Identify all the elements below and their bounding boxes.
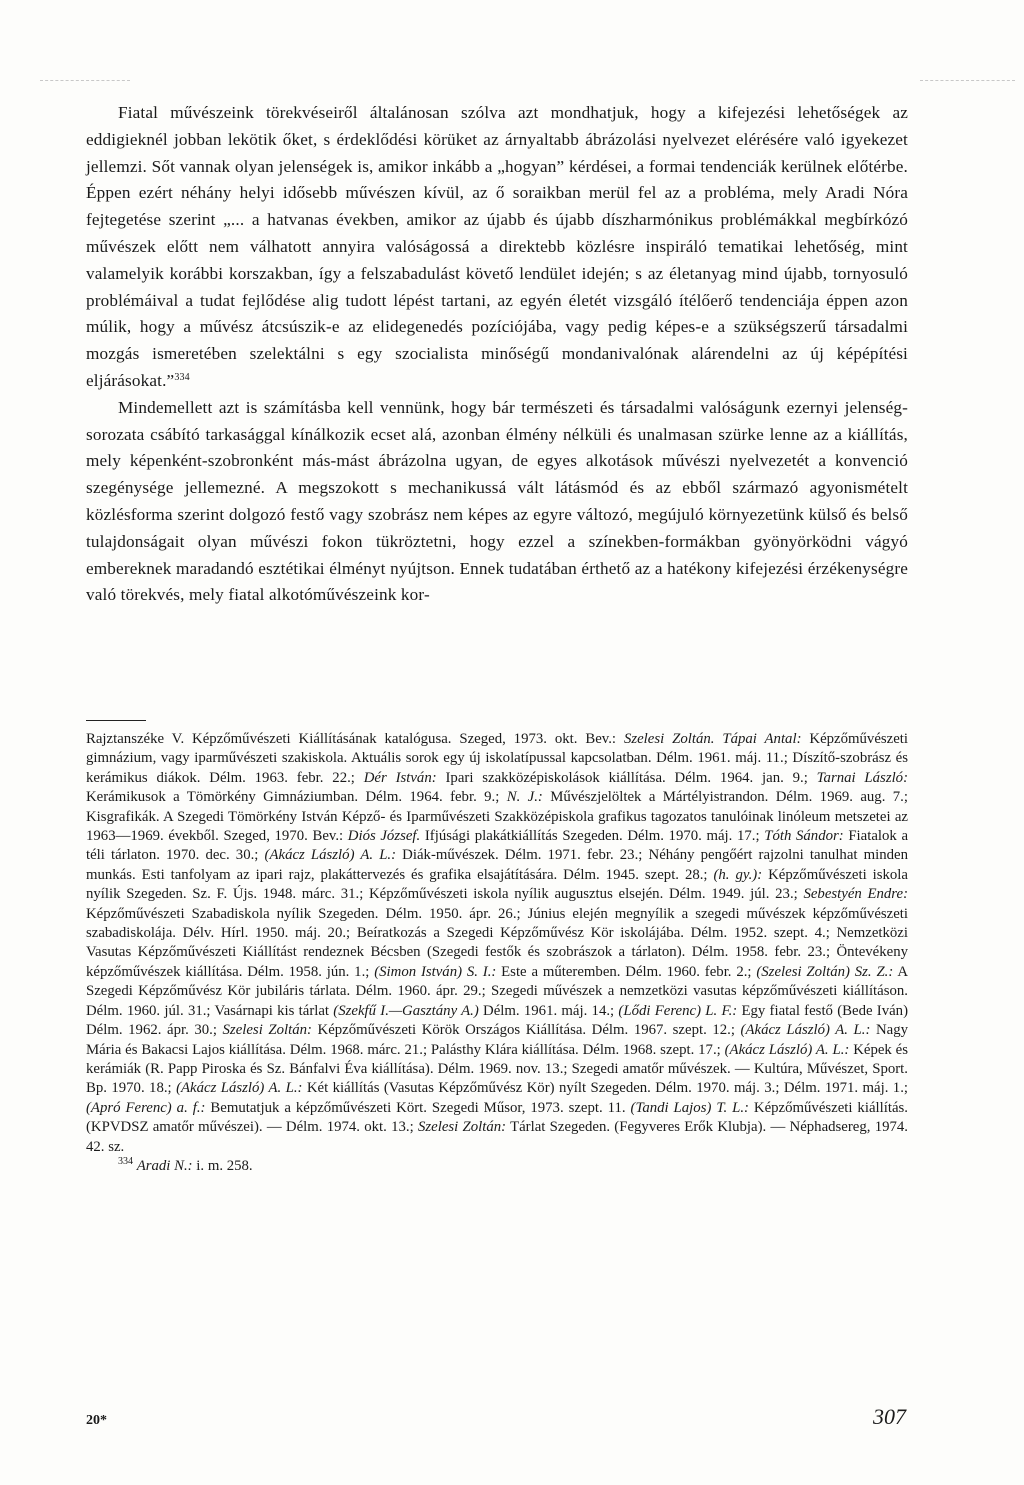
footnote-author-name: (Szekfű I.—Gasztány A.)	[333, 1002, 479, 1019]
footnote-author-name: Szelesi Zoltán. Tápai Antal:	[623, 731, 802, 747]
footnote-text-run: Képzőművészeti iskola nyílik Szegeden. Sz. F. Újs. 1948. márc. 31.; Képzőművészeti iskola nyílik augusztus elsején. Délm. 1949. júl. 23.;	[86, 866, 908, 903]
footnote-text-run: Képzőművészeti kiállítás. (KPVDSZ amatőr művészei). — Délm. 1974. okt. 13.;	[86, 1099, 908, 1136]
paragraph-2: Mindemellett azt is számításba kell vennünk, hogy bár természeti és társadalmi valóságunk ezernyi jelenség-sorozata csábító tarkasággal kínálkozik ecset alá, azonban élmény nélküli és unalmasan szürke lenne az a kiállítás, mely képenként-szobronként más-mást ábrázolna ugyan, de egyes alkotások művészi nyelvezetét a konvenció szegénysége jellemezné. A megszokott s mechanikussá vált látásmód és az ebből származó agyonismételt közlésforma szerint dolgozó festő vagy szobrász nem képes az egyre változó, megújuló környezetünk külső és belső tulajdonságait olyan művészi fokon tükröztetni, hogy ezzel a színekben-formákban gyönyörködni vágyó embereknek maradandó esztétikai élményt nyújtson. Ennek tudatában érthető az a hatékony kifejezési érzékenységre való törekvés, mely fiatal alkotóművészeink kor-	[86, 397, 908, 605]
footnote-text-run: Délm. 1961. máj. 14.;	[478, 1002, 619, 1019]
footnote-text-run: Rajztanszéke V. Képzőművészeti Kiállításának katalógusa. Szeged, 1973. okt. Bev.:	[86, 731, 624, 747]
footnote-author-name: Dér István:	[363, 769, 437, 786]
footnote-number: 334	[118, 1155, 133, 1167]
footnote-text-run: Nagy Mária és Bakacsi Lajos kiállítása. Délm. 1968. márc. 21.; Palásthy Klára kiállítása. Délm. 1968. szept. 17.;	[86, 1022, 909, 1058]
footnote-text-run: Ifjúsági plakátkiállítás Szegeden. Délm. 1970. máj. 17.;	[420, 828, 765, 845]
footnote-author-name: Szelesi Zoltán:	[222, 1022, 312, 1039]
footnote-text-run: Képzőművészeti gimnázium, vagy iparművészeti szakiskola. Aktuális sorok egy új iskolatípussal kapcsolatban. Délm. 1961. máj. 11.; Díszítő-szobrász és kerámikus diákok. Délm. 1963. febr. 22.;	[86, 731, 908, 786]
footnote-text-run: Diák-művészek. Délm. 1971. febr. 23.; Néhány pengőért rajzolni tanulhat minden munkás. Esti tanfolyam az ipari rajz, plakáttervezés és grafika elsajátítására. Délm. 1945. szept. 28.;	[86, 847, 909, 883]
footnote-author-name: (Akácz László) A. L.:	[176, 1080, 303, 1097]
scan-artifact-line	[920, 80, 1015, 81]
footnote-text-run: A Szegedi Képzőművész Kör jubiláris tárlata. Délm. 1960. ápr. 29.; Szegedi művészek a nemzetközi vasutas képzőművészeti kiállításon. Délm. 1960. júl. 31.; Vasárnapi kis tárlat	[86, 963, 908, 1019]
footnote-text-run: Képzőművészeti Körök Országos Kiállítása. Délm. 1967. szept. 12.;	[311, 1022, 741, 1039]
footnote-rest: i. m. 258.	[192, 1157, 253, 1174]
footnote-author-name: (h. gy.):	[713, 866, 763, 883]
footnote-author-name: (Tandi Lajos) T. L.:	[630, 1099, 749, 1116]
footnote-text-run: Művészjelöltek a Mártélyistrandon. Délm. 1969. aug. 7.; Kisgrafikák. A Szegedi Tömörkény István Képző- és Iparművészeti Szakközépiskola grafikus tagozatos tanulóinak linóleum metszetei az 1963—1969. évekből. Szeged, 1970. Bev.:	[86, 789, 908, 845]
footnote-author-name: (Akácz László) A. L.:	[740, 1022, 871, 1039]
footnote-ref-334[interactable]: 334	[174, 371, 190, 383]
footnote-text-run: Bemutatjuk a képzőművészeti Kört. Szegedi Műsor, 1973. szept. 11.	[205, 1099, 631, 1116]
footnote-author-name: Tóth Sándor:	[764, 828, 844, 845]
footnote-text-run: Kerámikusok a Tömörkény Gimnáziumban. Délm. 1964. febr. 9.;	[86, 789, 507, 806]
footnote-author-name: (Szelesi Zoltán) Sz. Z.:	[756, 963, 894, 980]
footnotes	[86, 730, 908, 1176]
footnote-334	[86, 1157, 908, 1176]
footnote-separator	[86, 720, 146, 721]
footnote-author-name: (Akácz László) A. L.:	[724, 1041, 850, 1058]
footnote-author-name: (Simon István) S. I.:	[374, 963, 497, 980]
footnote-text-run: Két kiállítás (Vasutas Képzőművész Kör) nyílt Szegeden. Délm. 1970. máj. 3.; Délm. 1971. máj. 1.;	[302, 1080, 909, 1097]
scan-artifact-line	[40, 80, 130, 81]
footnote-author-name: Tarnai László:	[816, 769, 909, 786]
footnote-text-run: Tárlat Szegeden. (Fegyveres Erők Klubja). — Néphadsereg, 1974. 42. sz.	[86, 1119, 908, 1155]
footnote-author-name: (Apró Ferenc) a. f.:	[86, 1099, 206, 1116]
footnote-author-name: Diós József.	[347, 828, 421, 845]
signature-mark: 20*	[86, 1413, 107, 1428]
footnote-author-name: (Lődi Ferenc) L. F.:	[618, 1002, 738, 1019]
footnote-author: Aradi N.:	[136, 1157, 193, 1174]
footnote-text-run: Fiatalok a téli tárlaton. 1970. dec. 30.;	[86, 828, 909, 864]
footnote-continuation	[86, 730, 908, 1157]
footnote-author-name: (Akácz László) A. L.:	[264, 847, 397, 864]
footnote-text-run: Képzőművészeti Szabadiskola nyílik Szegeden. Délm. 1950. ápr. 26.; Június elején megnyílik a szegedi művészek képzőművészeti szabadiskolája. Délv. Hírl. 1950. máj. 20.; Beíratkozás a Szegedi Képzőművész Kör iskolájába. Délm. 1952. szept. 4.; Nemzetközi Vasutas Képzőművészeti Kiállítást rendeznek Bécsben (Szegedi festők és szobrászok a tárlaton). Délm. 1958. febr. 23.; Öntevékeny képzőművészek kiállítása. Délm. 1958. jún. 1.;	[86, 905, 908, 980]
paragraph-1-text: Fiatal művészeink törekvéseiről általánosan szólva azt mondhatjuk, hogy a kifejezési lehetőségek az eddigieknél jobban lekötik őket, s érdeklődési körüket az árnyaltabb ábrázolási nyelvezet elérésére való igyekezet jellemzi. Sőt vannak olyan jelenségek is, amikor inkább a „hogyan” kérdései, a formai tendenciák kerülnek előtérbe. Éppen ezért néhány helyi idősebb művészen kívül, az ő soraikban merül fel az a probléma, mely Aradi Nóra fejtegetése szerint „... a hatvanas években, amikor az újabb és újabb díszharmónikus problémákkal megbírkózó művészek előtt nem válhatott annyira valóságossá a direktebb közlésre inspiráló tematikai lehetőség, mint valamelyik korábbi korszakban, így a felszabadulást követő lendület idején; s az életanyag mind újabb, tornyosuló problémáival a tudat fejlődése alig tudott lépést tartani, az egyén életét vizsgáló ítélőerő tendenciája éppen azon múlik, hogy a művész átcsúszik-e az elidegenedés pozíciójába, vagy pedig képes-e a szükségszerű társadalmi mozgás ismeretében szelektálni s egy szocialista minőségű mondanivalónak alárendelni az új képépítési eljárásokat.”	[86, 103, 908, 390]
main-text	[86, 100, 908, 609]
footnote-text-run: Képek és kerámiák (R. Papp Piroska és Sz. Bánfalvi Éva kiállítása). Délm. 1969. nov. 13.; Szegedi amatőr művészek. — Kultúra, Művészet, Sport. Bp. 1970. 18.;	[86, 1041, 908, 1097]
footnote-author-name: Szelesi Zoltán:	[417, 1119, 507, 1136]
footnote-text-run: Ipari szakközépiskolások kiállítása. Délm. 1964. jan. 9.;	[436, 769, 817, 786]
footnote-text-run: Este a műteremben. Délm. 1960. febr. 2.;	[496, 963, 757, 980]
footnote-author-name: Sebestyén Endre:	[803, 886, 909, 903]
page-number: 307	[873, 1404, 906, 1429]
footnote-author-name: N. J.:	[506, 789, 543, 806]
paragraph-1	[86, 100, 908, 395]
footnote-text-run: Egy fiatal festő (Bede Iván) Délm. 1962. ápr. 30.;	[86, 1002, 909, 1039]
